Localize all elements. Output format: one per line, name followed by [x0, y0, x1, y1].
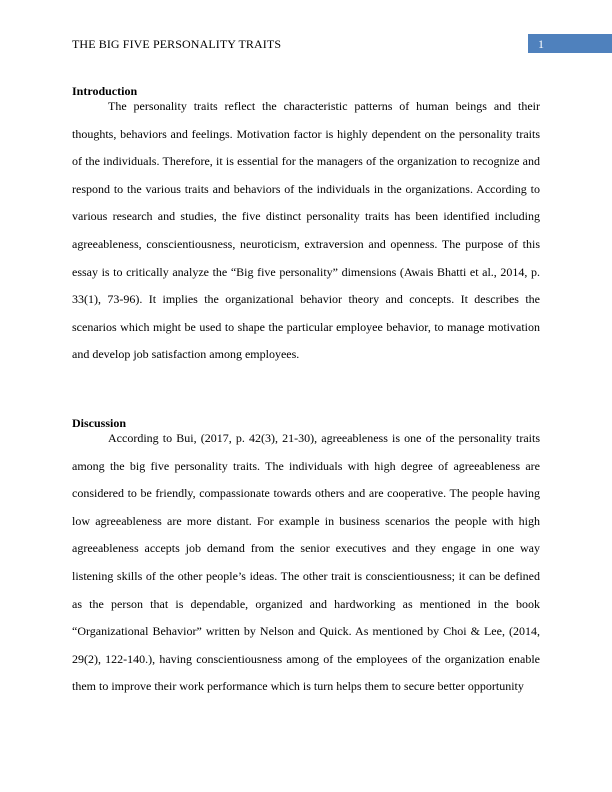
section-heading-introduction: Introduction: [72, 84, 138, 98]
page-number: 1: [538, 37, 544, 51]
discussion-paragraph: According to Bui, (2017, p. 42(3), 21-30), agreeableness is one of the personality traits among the big five personality traits. The individuals with high degree of agreeableness are considered to be friendly, compassionate towards others and are cooperative. The people having low agreeableness are more distant. For example in business scenarios the people with high agreeableness accepts job demand from the senior executives and they engage in one way listening skills of the other people’s ideas. The other trait is conscientiousness; it can be defined as the person that is dependable, organized and hardworking as mentioned in the book “Organizational Behavior” written by Nelson and Quick. As mentioned by Choi & Lee, (2014, 29(2), 122-140.), having conscientiousness among of the employees of the organization enable them to improve their work performance which is turn helps them to secure better opportunity: [72, 431, 540, 694]
page-number-box: [528, 34, 612, 53]
introduction-paragraph: The personality traits reflect the characteristic patterns of human beings and their thoughts, behaviors and feelings. Motivation factor is highly dependent on the personality traits of the individuals. Therefore, it is essential for the managers of the organization to recognize and respond to the various traits and behaviors of the individuals in the organizations. According to various research and studies, the five distinct personality traits has been identified including agreeableness, conscientiousness, neuroticism, extraversion and openness. The purpose of this essay is to critically analyze the “Big five personality” dimensions (Awais Bhatti et al., 2014, p. 33(1), 73-96). It implies the organizational behavior theory and concepts. It describes the scenarios which might be used to shape the particular employee behavior, to manage motivation and develop job satisfaction among employees.: [72, 99, 540, 362]
section-heading-discussion: Discussion: [72, 416, 127, 430]
running-head: THE BIG FIVE PERSONALITY TRAITS: [72, 37, 282, 51]
